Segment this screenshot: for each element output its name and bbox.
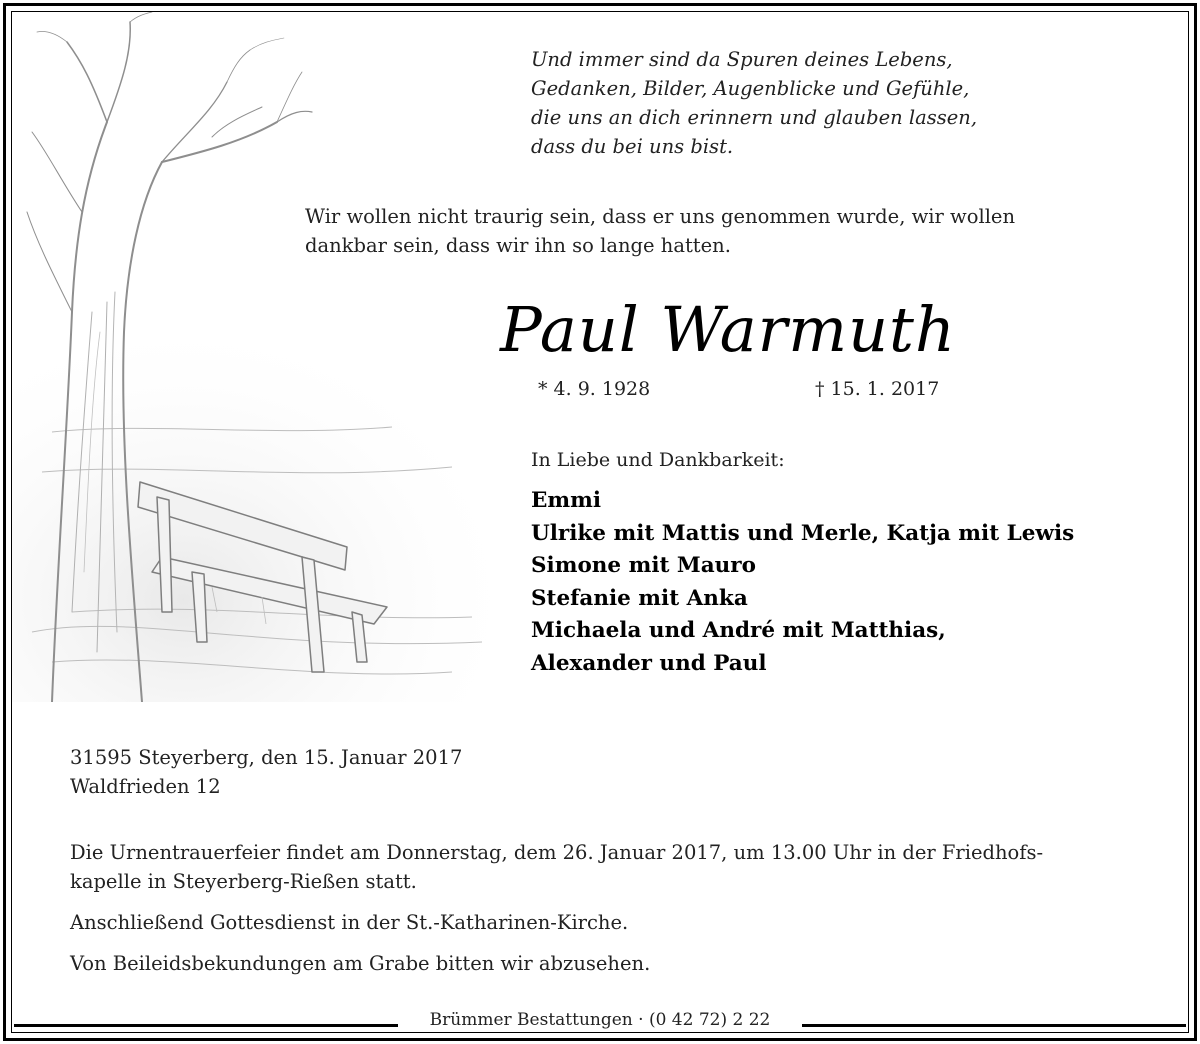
death-date: † 15. 1. 2017 (815, 378, 940, 400)
quote-line: dankbar sein, dass wir ihn so lange hatten. (305, 234, 731, 257)
tree-and-bench-illustration (12, 12, 502, 702)
ceremony-line: kapelle in Steyerberg-Rießen statt. (70, 870, 417, 893)
mourners-intro: In Liebe und Dankbarkeit: (531, 449, 785, 471)
footer-rule-left (14, 1024, 398, 1027)
verse-line: die uns an dich erinnern und glauben lassen, (531, 106, 978, 129)
mourner-line: Simone mit Mauro (531, 553, 756, 578)
birth-date: * 4. 9. 1928 (538, 378, 651, 400)
ceremony-notice (70, 838, 1140, 978)
mourner-line: Ulrike mit Mattis und Merle, Katja mit Lewis (531, 520, 1075, 546)
address-line-street: Waldfrieden 12 (70, 775, 221, 798)
mourner-line: Stefanie mit Anka (531, 585, 748, 611)
ceremony-paragraph (70, 838, 1140, 896)
quote (305, 202, 1015, 260)
address-line-city-date: 31595 Steyerberg, den 15. Januar 2017 (70, 746, 463, 769)
mourner-line: Alexander und Paul (531, 650, 767, 676)
service-paragraph: Anschließend Gottesdienst in der St.-Katharinen-Kirche. (70, 911, 629, 934)
verse-line: dass du bei uns bist. (531, 135, 734, 158)
verse-line: Und immer sind da Spuren deines Lebens, (531, 48, 953, 71)
address (70, 743, 462, 801)
mourners-list (531, 485, 1074, 680)
condolences-paragraph: Von Beileidsbekundungen am Grabe bitten wir abzusehen. (70, 952, 651, 975)
deceased-name: Paul Warmuth (500, 293, 956, 366)
undertaker-footer: Brümmer Bestattungen · (0 42 72) 2 22 (398, 1010, 802, 1030)
verse (531, 45, 977, 161)
ceremony-line: Die Urnentrauerfeier findet am Donnerstag, dem 26. Januar 2017, um 13.00 Uhr in der Friedhofs- (70, 841, 1044, 864)
quote-line: Wir wollen nicht traurig sein, dass er uns genommen wurde, wir wollen (305, 205, 1016, 228)
verse-line: Gedanken, Bilder, Augenblicke und Gefühle, (531, 77, 970, 100)
mourner-line: Emmi (531, 488, 602, 513)
mourner-line: Michaela und André mit Matthias, (531, 618, 946, 643)
footer-rule-right (802, 1024, 1186, 1027)
